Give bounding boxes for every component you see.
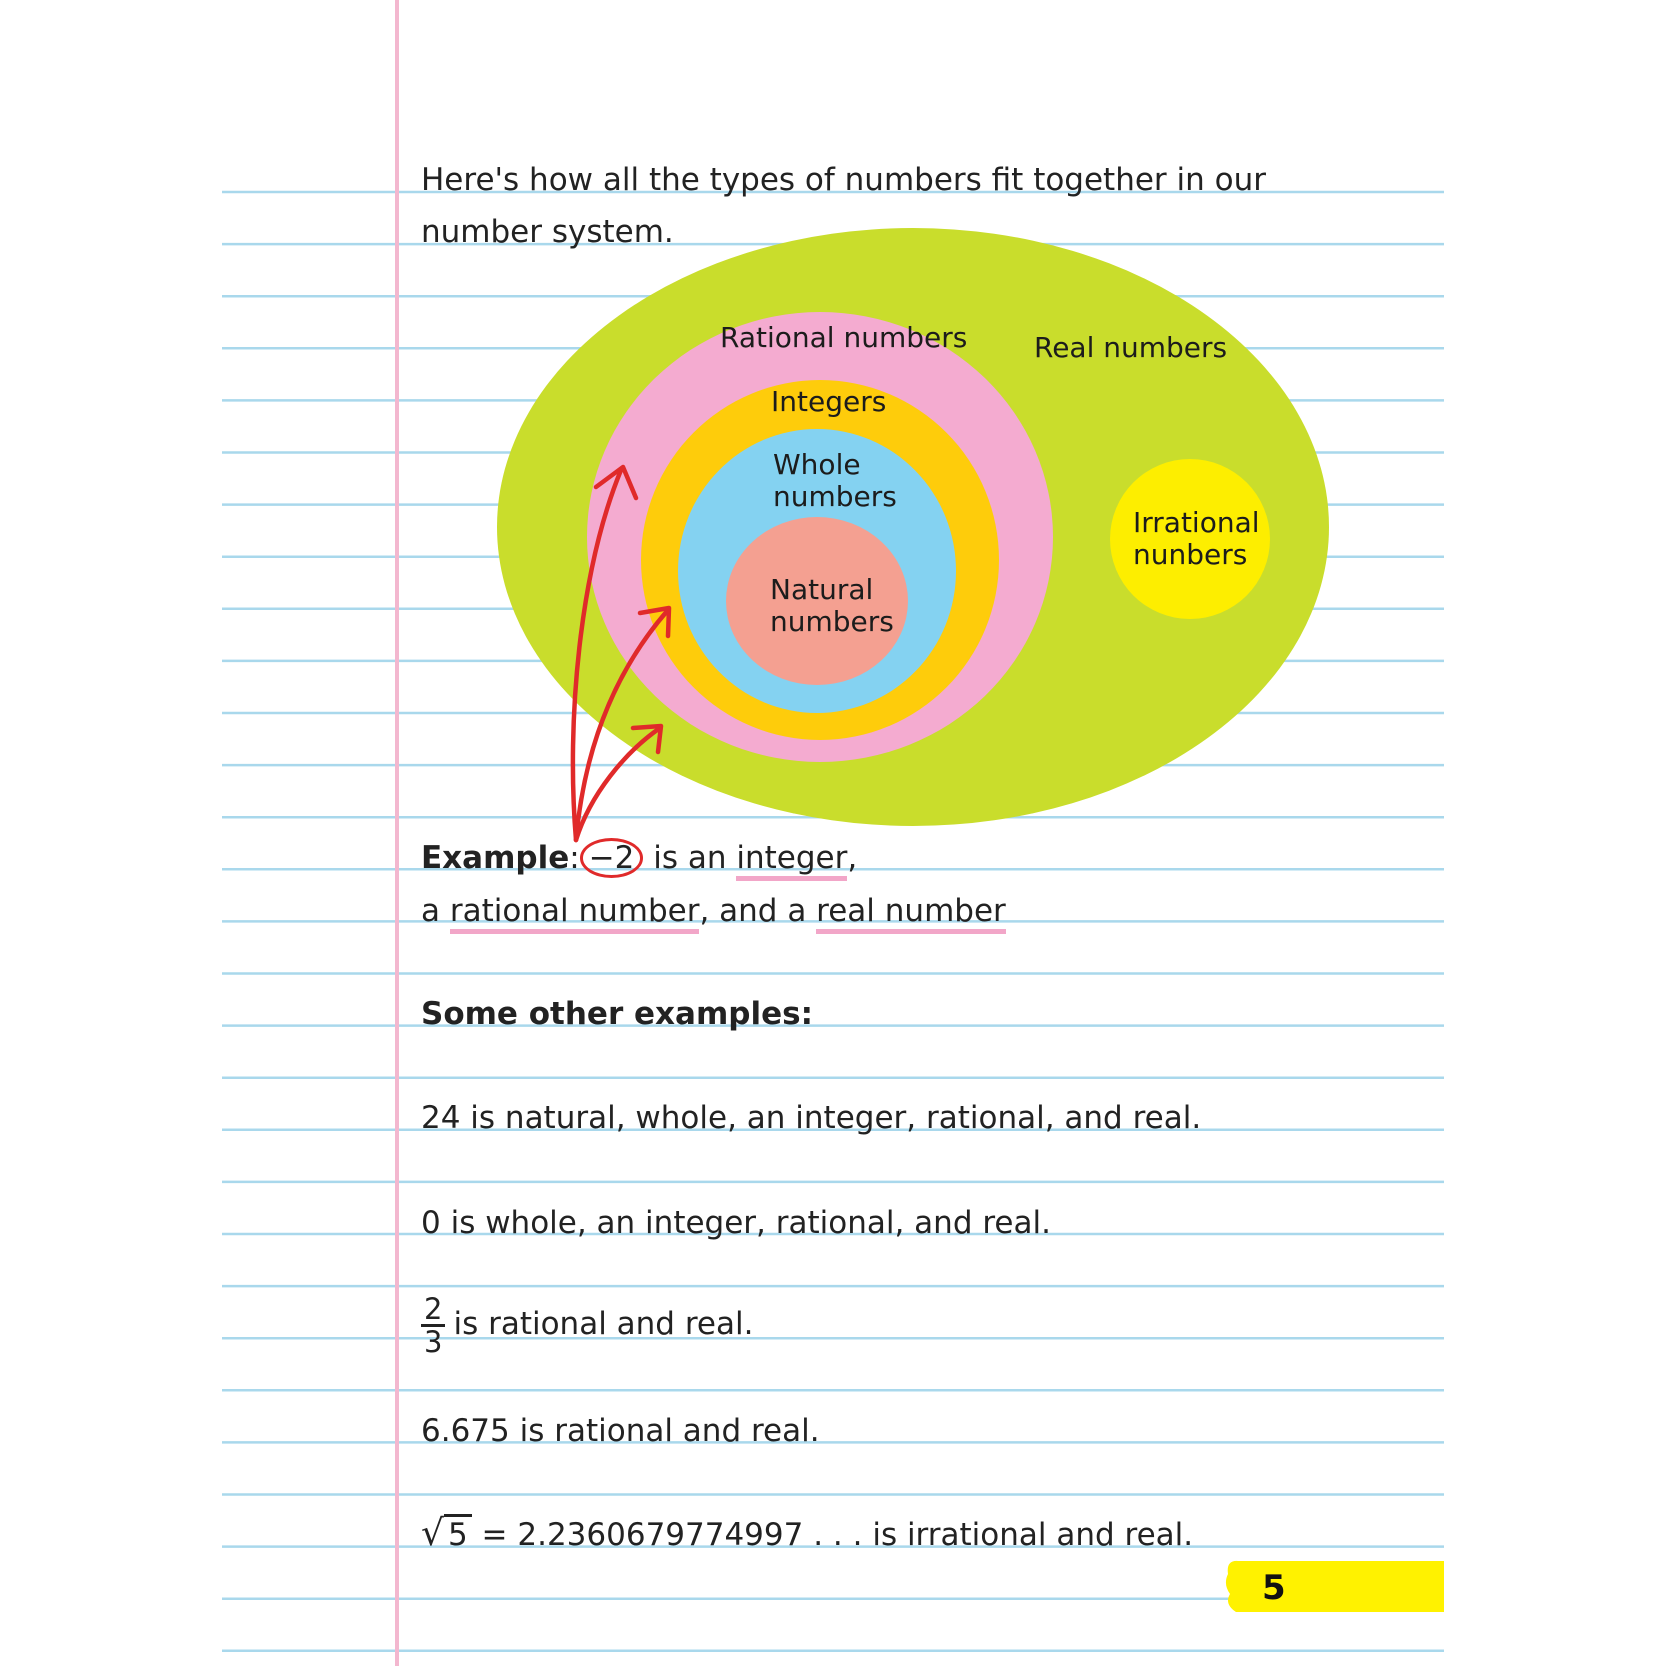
fraction-two-thirds xyxy=(421,1294,445,1357)
natural-numbers-label xyxy=(770,574,894,638)
other-examples-heading: Some other examples: xyxy=(421,996,813,1032)
irrational-numbers-label-line2: nunbers xyxy=(1133,538,1248,571)
example-6-675: 6.675 is rational and real. xyxy=(421,1413,820,1449)
example-text-1: is an xyxy=(643,840,737,876)
square-root-radicand: 5 xyxy=(444,1514,472,1553)
example-line2-b: , and a xyxy=(699,893,817,929)
integer-highlight: integer xyxy=(736,840,847,881)
example-comma: , xyxy=(847,840,858,876)
page-number: 5 xyxy=(1262,1568,1286,1608)
example-sqrt5-text: = 2.2360679774997 . . . is irrational and real. xyxy=(471,1517,1194,1553)
irrational-numbers-label-line1: Irrational xyxy=(1133,506,1260,539)
whole-numbers-label-line2: numbers xyxy=(773,480,897,513)
example-0: 0 is whole, an integer, rational, and real. xyxy=(421,1205,1051,1241)
square-root-symbol: √ xyxy=(421,1513,444,1554)
natural-numbers-label-line2: numbers xyxy=(770,605,894,638)
fraction-denominator: 3 xyxy=(424,1325,443,1359)
example-two-thirds xyxy=(421,1294,753,1357)
example-label: Example xyxy=(421,840,570,876)
whole-numbers-label-line1: Whole xyxy=(773,448,861,481)
example-two-thirds-text: is rational and real. xyxy=(453,1306,754,1342)
whole-numbers-label xyxy=(773,449,897,513)
intro-line-1: Here's how all the types of numbers fit together in our xyxy=(421,162,1267,198)
irrational-numbers-label xyxy=(1133,507,1260,571)
example-sqrt5 xyxy=(421,1514,1193,1555)
real-numbers-label: Real numbers xyxy=(1034,331,1228,364)
rational-numbers-label: Rational numbers xyxy=(720,321,968,354)
example-line2-a: a xyxy=(421,893,450,929)
integers-label: Integers xyxy=(771,385,887,418)
intro-line-2: number system. xyxy=(421,214,674,250)
example-value-circled: −2 xyxy=(580,838,644,878)
natural-numbers-label-line1: Natural xyxy=(770,573,874,606)
example-line-2 xyxy=(421,891,1006,931)
example-24: 24 is natural, whole, an integer, rational, and real. xyxy=(421,1100,1202,1136)
example-line-1 xyxy=(421,838,857,878)
rational-number-highlight: rational number xyxy=(450,893,700,934)
fraction-numerator: 2 xyxy=(421,1294,445,1327)
example-colon: : xyxy=(569,840,580,876)
real-number-highlight: real number xyxy=(816,893,1006,934)
